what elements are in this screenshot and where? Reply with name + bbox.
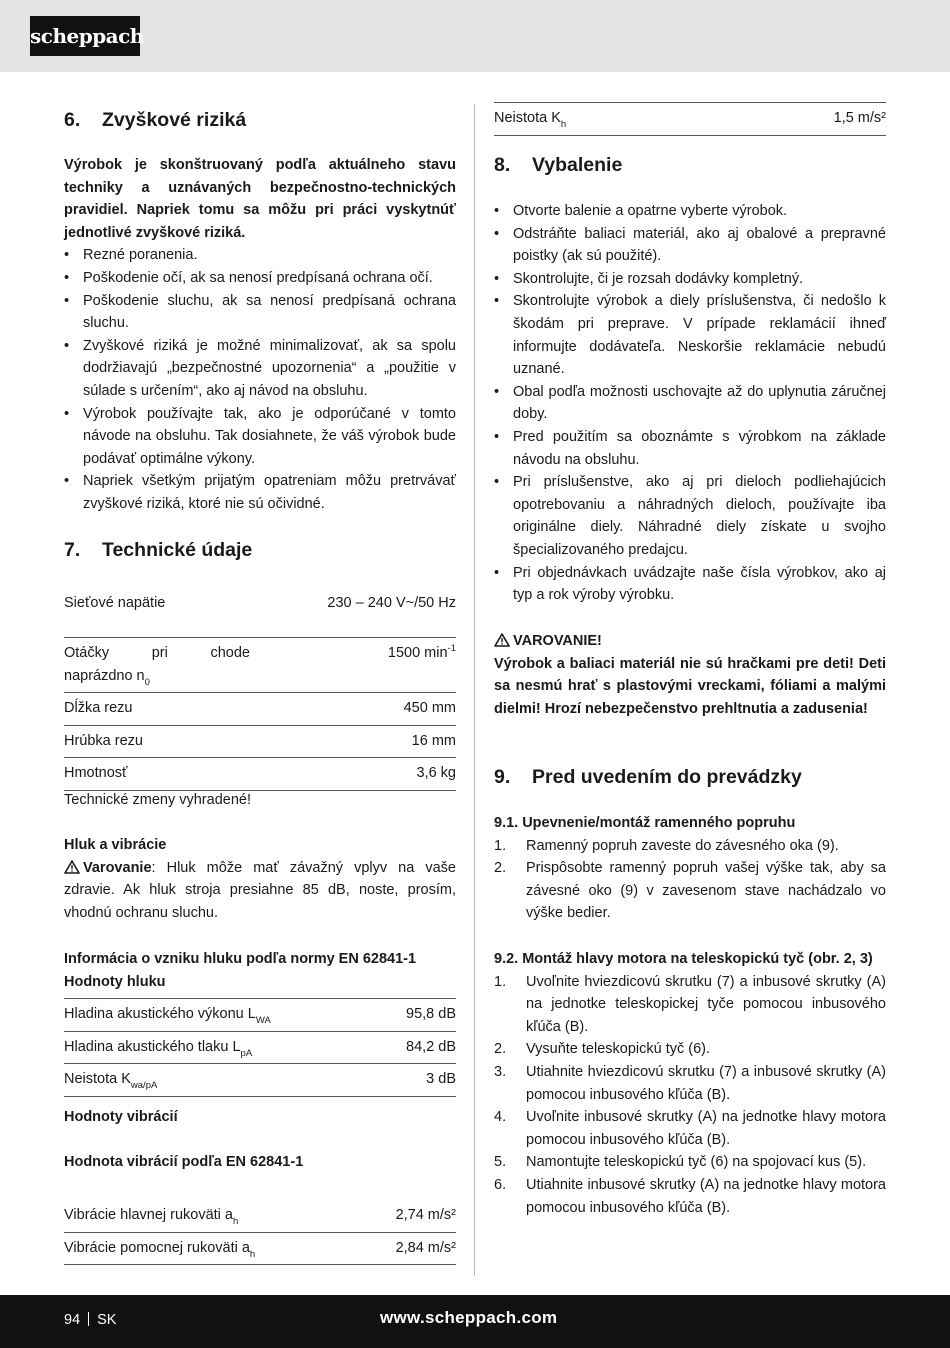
column-divider: [474, 104, 475, 1276]
section-title: Vybalenie: [532, 154, 623, 176]
section-7-heading: [64, 537, 456, 563]
list-item: 3. Utiahnite hviezdicovú skrutku (7) a inbusové skrutky (A) pomocou inbusového kľúča (B).: [494, 1063, 886, 1103]
list-item: 1. Uvoľnite hviezdicovú skrutku (7) a inbusové skrutky (A) na jednotke teleskopickej tyče pomocou inbusového kľúča (B).: [494, 973, 886, 1035]
spec-label: Neistota $K_{wa/pA}$: [64, 1064, 380, 1097]
noise-warning: [64, 857, 456, 925]
warning-text: : Hluk môže mať závažný vplyv na vaše zdravie. Ak hluk stroja presiahne 85 dB, noste, prosím, vhodnú ochranu sluchu.: [64, 859, 456, 921]
section-title: Zvyškové riziká: [102, 109, 247, 131]
page-indicator: [64, 1309, 116, 1332]
table-row: [64, 693, 456, 726]
scheppach-logo: scheppach: [30, 16, 140, 56]
section-number: 7.: [64, 539, 81, 561]
warning-triangle-icon: [494, 633, 510, 647]
spec-label: Sieťové napätie: [64, 595, 166, 611]
list-item: • Otvorte balenie a opatrne vyberte výrobok.: [494, 200, 886, 223]
spec-label: Hrúbka rezu: [64, 725, 264, 758]
list-item: • Napriek všetkým prijatým opatreniam môžu pretrvávať zvyškové riziká, ktoré nie sú očividné.: [64, 470, 456, 515]
table-row: [64, 999, 456, 1032]
noise-table: [64, 998, 456, 1097]
page-header: [0, 0, 950, 72]
section-6-heading: [64, 107, 456, 133]
step-list: [494, 971, 886, 1220]
section-title: Pred uvedením do prevádzky: [532, 766, 802, 788]
section-title: Technické údaje: [102, 539, 253, 561]
section-number: 6.: [64, 109, 81, 131]
spec-value: 3 dB: [380, 1064, 456, 1097]
spec-label: Hladina akustického tlaku $L_{pA}$: [64, 1031, 380, 1064]
noise-info: [64, 948, 456, 993]
list-item: • Skontrolujte, či je rozsah dodávky kompletný.: [494, 268, 886, 291]
language-code: SK: [97, 1312, 117, 1328]
list-item: 2. Vysuňte teleskopickú tyč (6).: [494, 1041, 711, 1058]
noise-info-heading: Informácia o vzniku hluku podľa normy EN 62841-1: [64, 951, 417, 967]
noise-section: [64, 834, 456, 924]
subsection-heading: 9.2. Montáž hlavy motora na teleskopickú tyč (obr. 2, 3): [494, 951, 873, 967]
page-number: 94: [64, 1312, 81, 1328]
section-6-body: [64, 154, 456, 516]
subsection-9-2: [494, 948, 886, 1219]
warning-label: Varovanie: [83, 859, 152, 876]
spec-value: 230 – 240 V~/50 Hz: [327, 595, 456, 611]
list-item: 1. Ramenný popruh zaveste do závesného oka (9).: [494, 837, 839, 854]
spec-label: Hladina akustického výkonu $L_{WA}$: [64, 999, 380, 1032]
list-item: • Skontrolujte výrobok a diely príslušenstva, či nedošlo k škodám pri preprave. V prípade reklamácií ihneď informujte dodávateľa. Neskoršie reklamácie nebudú uznané.: [494, 290, 886, 380]
spec-value: 3,6 kg: [264, 758, 456, 791]
website-url: www.scheppach.com: [380, 1308, 558, 1327]
section-number: 8.: [494, 154, 511, 176]
spec-value: 84,2 dB: [380, 1031, 456, 1064]
spec-label: Hmotnosť: [64, 758, 264, 791]
voltage-row: [64, 588, 456, 620]
footer-separator: [88, 1312, 89, 1326]
list-item: 2. Prispôsobte ramenný popruh vašej výške tak, aby sa závesné oko (9) v zavesenom stave nachádzalo vo výške bedier.: [494, 860, 886, 922]
warning-triangle-icon: [64, 860, 80, 874]
step-list: [494, 835, 886, 925]
table-row: [64, 1232, 456, 1265]
vibration-table: [64, 1200, 456, 1265]
spec-label: Neistota $K_h$: [494, 103, 721, 136]
page-footer: [0, 1295, 950, 1348]
spec-label: Dĺžka rezu: [64, 693, 264, 726]
spec-label: Vibrácie hlavnej rukoväti $a_h$: [64, 1200, 362, 1232]
list-item: 5. Namontujte teleskopickú tyč (6) na spojovací kus (5).: [494, 1154, 867, 1171]
spec-value: 16 mm: [264, 725, 456, 758]
warning-title-line: [494, 630, 886, 653]
table-row: [64, 1200, 456, 1232]
list-item: • Pred použitím sa oboznámte s výrobkom na základe návodu na obsluhu.: [494, 426, 886, 471]
table-row: [494, 103, 886, 136]
warning-title: VAROVANIE!: [513, 633, 602, 649]
spec-value: 1500 $\min^{-1}$: [264, 638, 456, 693]
list-item: 4. Uvoľnite inbusové skrutky (A) na jednotke hlavy motora pomocou inbusového kľúča (B).: [494, 1109, 886, 1148]
table-row: [64, 1031, 456, 1064]
table-row: [64, 725, 456, 758]
table-row: [64, 758, 456, 791]
spec-label: Otáčky pri chode naprázdno $n_0$: [64, 638, 264, 693]
noise-heading: Hluk a vibrácie: [64, 837, 167, 853]
spec-value: 95,8 dB: [380, 999, 456, 1032]
list-item: • Odstráňte baliaci materiál, ako aj obalové a prepravné poistky (ak sú použité).: [494, 223, 886, 268]
section-8-body: [494, 200, 886, 607]
list-item: • Zvyškové riziká je možné minimalizovať, ak sa spolu dodržiavajú „bezpečnostné upozornenia“ a „použitie v súlade s určením“, ako aj návod na obsluhu.: [64, 335, 456, 403]
table-row: [64, 1064, 456, 1097]
list-item: • Rezné poranenia.: [64, 244, 456, 267]
noise-values-heading: Hodnoty hluku: [64, 973, 166, 990]
list-item: 6. Utiahnite inbusové skrutky (A) na jednotke hlavy motora pomocou inbusového kľúča (B).: [494, 1176, 886, 1216]
spec-label: Vibrácie pomocnej rukoväti $a_h$: [64, 1232, 362, 1265]
vibration-norm-heading: Hodnota vibrácií podľa EN 62841-1: [64, 1154, 304, 1170]
section-8-heading: [494, 152, 886, 178]
list-item: • Poškodenie sluchu, ak sa nenosí predpísaná ochrana sluchu.: [64, 290, 456, 335]
spec-value: 450 mm: [264, 693, 456, 726]
warning-text: Výrobok a baliaci materiál nie sú hračkami pre deti! Deti sa nesmú hrať s plastovými vreckami, fóliami a malými dielmi! Hrozí nebezpečenstvo prehltnutia a zadusenia!: [494, 655, 886, 717]
packaging-warning: [494, 630, 886, 720]
list-item: • Pri objednávkach uvádzajte naše čísla výrobkov, ako aj typ a rok výroby výrobku.: [494, 562, 886, 607]
spec-value: 2,74 m/s²: [362, 1200, 456, 1232]
subsection-heading: 9.1. Upevnenie/montáž ramenného popruhu: [494, 815, 796, 831]
section-6-intro: Výrobok je skonštruovaný podľa aktuálneho stavu techniky a uznávaných bezpečnostno-technických pravidiel. Napriek tomu sa môžu pri práci vyskytnúť jednotlivé zvyškové riziká.: [64, 157, 456, 241]
list-item: • Pri príslušenstve, ako aj pri dieloch podliehajúcich opotrebovaniu a náhradných dieloch, používajte iba originálne diely. Náhradné diely získate u svojho špecializovaného predajcu.: [494, 471, 886, 561]
technical-changes-note: Technické zmeny vyhradené!: [64, 792, 251, 808]
residual-risk-list: [64, 244, 456, 515]
spec-table: [64, 637, 456, 791]
list-item: • Výrobok používajte tak, ako je odporúčané v tomto návode na obsluhu. Tak dosiahnete, že váš výrobok bude podávať optimálne výkony.: [64, 403, 456, 471]
unpacking-list: [494, 200, 886, 607]
vibration-heading: Hodnoty vibrácií: [64, 1109, 178, 1125]
spec-value: 1,5 m/s²: [721, 103, 886, 136]
list-item: • Poškodenie očí, ak sa nenosí predpísaná ochrana očí.: [64, 267, 456, 290]
section-9-heading: [494, 764, 886, 790]
table-row: [64, 638, 456, 693]
list-item: • Obal podľa možnosti uschovajte až do uplynutia záručnej doby.: [494, 381, 886, 426]
spec-value: 2,84 m/s²: [362, 1232, 456, 1265]
section-number: 9.: [494, 766, 511, 788]
uncertainty-table: [494, 102, 886, 136]
subsection-9-1: [494, 812, 886, 925]
